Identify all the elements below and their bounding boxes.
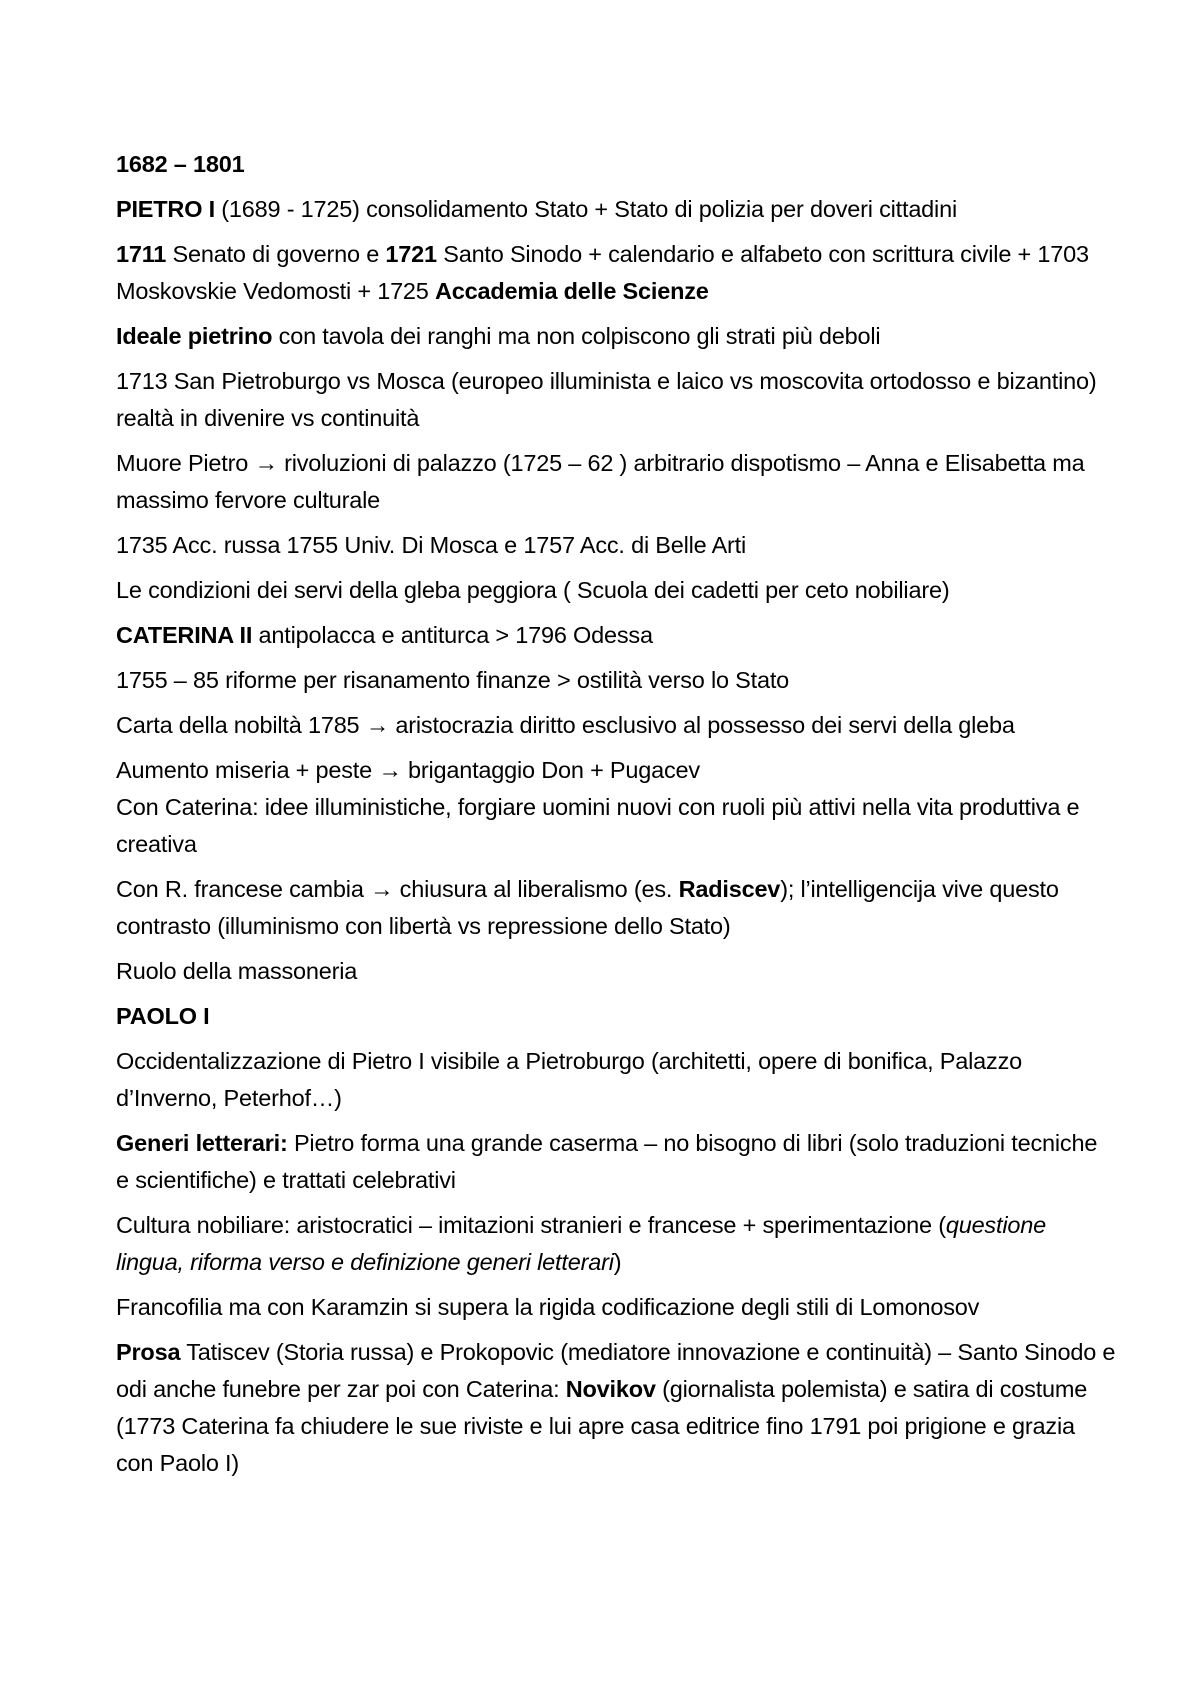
paragraph-prosa: Prosa Tatiscev (Storia russa) e Prokopovic (mediatore innovazione e continuità) – Santo Sinodo e odi anche funebre per zar poi con Caterina: Novikov (giornalista polemista) e satira di costume (1773 Caterina fa chiudere le sue riviste e lui apre casa editrice fino 1791 poi prigione e grazia con Paolo I) xyxy=(116,1339,1116,1476)
paragraph-carta-nobilta: Carta della nobiltà 1785 → aristocrazia diritto esclusivo al possesso dei servi della gleba xyxy=(116,712,1015,738)
paragraph-occidentalizzazione: Occidentalizzazione di Pietro I visibile a Pietroburgo (architetti, opere di bonifica, Palazzo d’Inverno, Peterhof…) xyxy=(116,1048,1023,1111)
paragraph-generi-letterari: Generi letterari: Pietro forma una grande caserma – no bisogno di libri (solo traduzioni tecniche e scientifiche) e trattati celebrativi xyxy=(116,1130,1098,1193)
paragraph-caterina-ii: CATERINA II antipolacca e antiturca > 1796 Odessa xyxy=(116,622,653,648)
paragraph-san-pietroburgo: 1713 San Pietroburgo vs Mosca (europeo illuminista e laico vs moscovita ortodosso e bizantino) realtà in divenire vs continuità xyxy=(116,368,1097,431)
paragraph-pietro-i: PIETRO I (1689 - 1725) consolidamento Stato + Stato di polizia per doveri cittadini xyxy=(116,196,957,222)
paragraph-muore-pietro: Muore Pietro → rivoluzioni di palazzo (1725 – 62 ) arbitrario dispotismo – Anna e Elisabetta ma massimo fervore culturale xyxy=(116,450,1085,513)
paragraph-con-caterina: Con Caterina: idee illuministiche, forgiare uomini nuovi con ruoli più attivi nella vita produttiva e creativa xyxy=(116,794,1080,857)
paragraph-francofilia: Francofilia ma con Karamzin si supera la rigida codificazione degli stili di Lomonosov xyxy=(116,1294,980,1320)
paragraph-rivoluzione-francese: Con R. francese cambia → chiusura al liberalismo (es. Radiscev); l’intelligencija vive questo contrasto (illuminismo con libertà vs repressione dello Stato) xyxy=(116,876,1059,939)
paragraph-servi-gleba: Le condizioni dei servi della gleba peggiora ( Scuola dei cadetti per ceto nobiliare) xyxy=(116,577,950,603)
paolo-i-heading: PAOLO I xyxy=(116,1003,210,1029)
document-page xyxy=(116,146,1116,1490)
date-range-heading: 1682 – 1801 xyxy=(116,151,245,177)
paragraph-aumento-miseria: Aumento miseria + peste → brigantaggio Don + Pugacev xyxy=(116,757,700,783)
paragraph-accademie: 1735 Acc. russa 1755 Univ. Di Mosca e 1757 Acc. di Belle Arti xyxy=(116,532,747,558)
paragraph-ideale-pietrino: Ideale pietrino con tavola dei ranghi ma non colpiscono gli strati più deboli xyxy=(116,323,881,349)
paragraph-massoneria: Ruolo della massoneria xyxy=(116,958,358,984)
paragraph-senato: 1711 Senato di governo e 1721 Santo Sinodo + calendario e alfabeto con scrittura civile + 1703 Moskovskie Vedomosti + 1725 Accademia delle Scienze xyxy=(116,241,1089,304)
paragraph-cultura-nobiliare: Cultura nobiliare: aristocratici – imitazioni stranieri e francese + sperimentazione (questione lingua, riforma verso e definizione generi letterari) xyxy=(116,1212,1046,1275)
paragraph-riforme: 1755 – 85 riforme per risanamento finanze > ostilità verso lo Stato xyxy=(116,667,790,693)
